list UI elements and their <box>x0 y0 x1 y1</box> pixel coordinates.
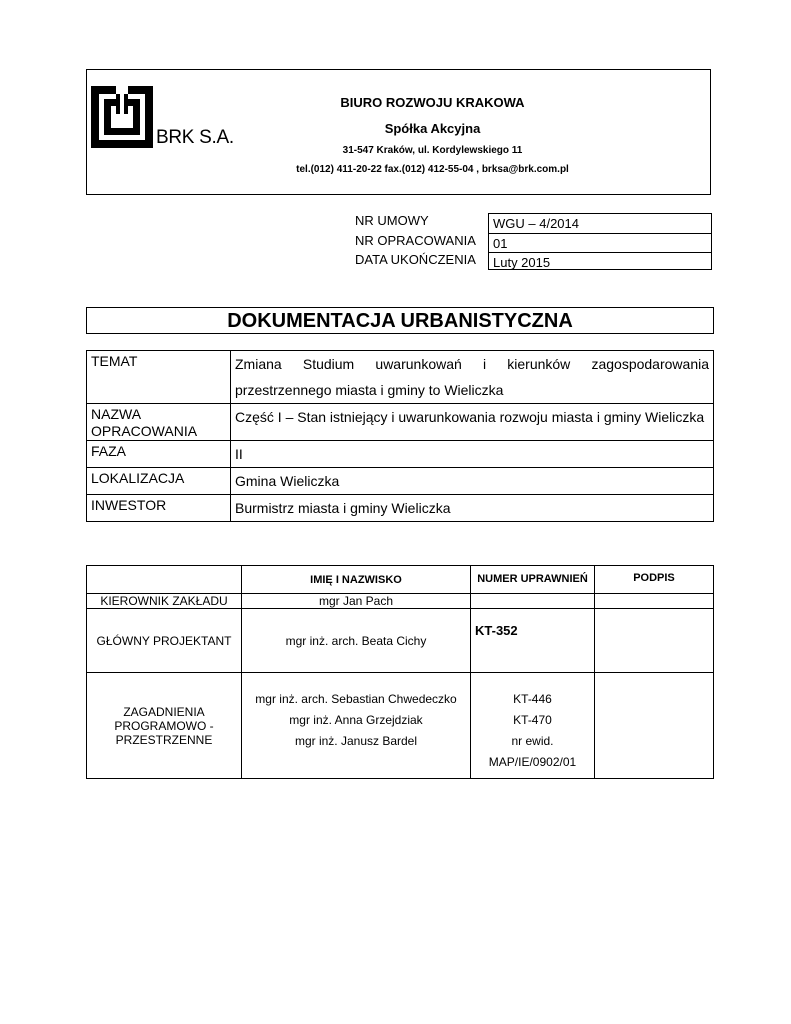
table-header-row <box>87 566 714 594</box>
license-number: KT-446 <box>513 692 552 706</box>
table-row <box>87 468 714 495</box>
table-row <box>87 441 714 468</box>
phase-label: FAZA <box>87 441 231 468</box>
table-row <box>87 404 714 441</box>
location-label: LOKALIZACJA <box>87 468 231 495</box>
role-cell: KIEROWNIK ZAKŁADU <box>87 594 242 609</box>
role-cell: ZAGADNIENIA PROGRAMOWO - PRZESTRZENNE <box>87 673 242 779</box>
topic-label: TEMAT <box>87 351 231 404</box>
investor-label: INWESTOR <box>87 495 231 522</box>
table-row <box>87 609 714 673</box>
license-header: NUMER UPRAWNIEŃ <box>471 566 595 594</box>
organization-contact: tel.(012) 411-20-22 fax.(012) 412-55-04 , brksa@brk.com.pl <box>296 164 569 175</box>
contract-number-label: NR UMOWY <box>355 213 429 228</box>
signature-header: PODPIS <box>595 566 714 594</box>
study-name-label: NAZWA OPRACOWANIA <box>87 404 231 441</box>
logo-text: BRK S.A. <box>156 127 234 148</box>
signature-cell <box>595 594 714 609</box>
document-title: DOKUMENTACJA URBANISTYCZNA <box>86 307 714 334</box>
role-header <box>87 566 242 594</box>
study-number-value: 01 <box>489 233 711 252</box>
role-cell: GŁÓWNY PROJEKTANT <box>87 609 242 673</box>
name-header: IMIĘ I NAZWISKO <box>242 566 471 594</box>
table-row <box>87 495 714 522</box>
study-name-value: Część I – Stan istniejący i uwarunkowania rozwoju miasta i gminy Wieliczka <box>231 404 714 441</box>
staff-table <box>86 565 714 779</box>
license-number: nr ewid. <box>511 734 554 748</box>
license-number: KT-470 <box>513 713 552 727</box>
staff-name: mgr inż. arch. Sebastian Chwedeczko <box>255 692 457 706</box>
contract-info-box <box>488 213 712 270</box>
license-cell <box>471 673 595 779</box>
completion-date-label: DATA UKOŃCZENIA <box>355 252 476 267</box>
brk-logo <box>91 86 153 148</box>
name-cell <box>242 673 471 779</box>
organization-name: BIURO ROZWOJU KRAKOWA <box>340 95 525 110</box>
location-value: Gmina Wieliczka <box>231 468 714 495</box>
staff-name: mgr inż. Janusz Bardel <box>294 734 418 748</box>
topic-value: Zmiana Studium uwarunkowań i kierunków zagospodarowania przestrzennego miasta i gminy to Wieliczka <box>231 351 714 404</box>
name-cell: mgr inż. arch. Beata Cichy <box>242 609 471 673</box>
organization-address: 31-547 Kraków, ul. Kordylewskiego 11 <box>342 145 523 156</box>
completion-date-value: Luty 2015 <box>489 252 711 271</box>
license-cell <box>471 594 595 609</box>
table-row <box>87 673 714 779</box>
phase-value: II <box>231 441 714 468</box>
signature-cell <box>595 673 714 779</box>
contract-number-value: WGU – 4/2014 <box>493 216 579 231</box>
study-number-label: NR OPRACOWANIA <box>355 233 476 248</box>
signature-cell <box>595 609 714 673</box>
table-row <box>87 594 714 609</box>
staff-name: mgr inż. Anna Grzejdziak <box>289 713 423 727</box>
name-cell: mgr Jan Pach <box>242 594 471 609</box>
organization-type: Spółka Akcyjna <box>384 121 481 136</box>
table-row <box>87 351 714 404</box>
license-number: MAP/IE/0902/01 <box>488 755 577 769</box>
investor-value: Burmistrz miasta i gminy Wieliczka <box>231 495 714 522</box>
details-table <box>86 350 714 522</box>
license-cell: KT-352 <box>471 609 595 673</box>
